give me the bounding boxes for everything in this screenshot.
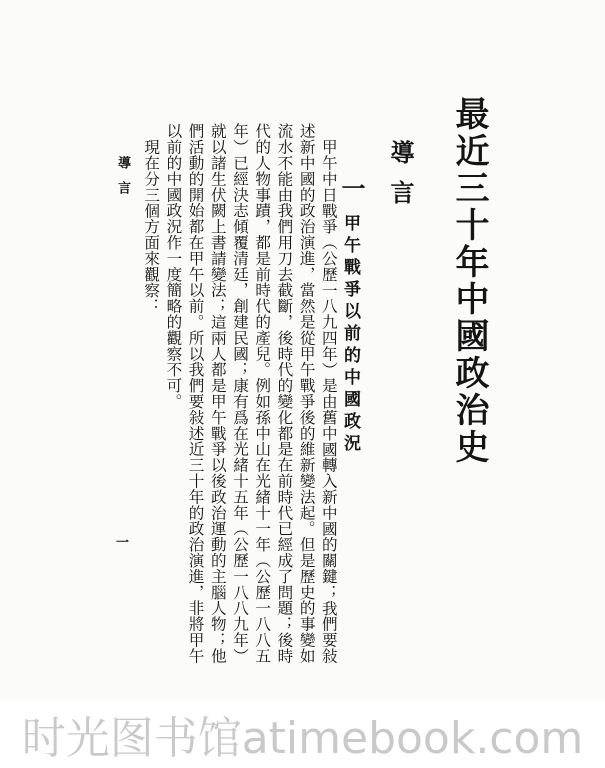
chapter-label: 導言 bbox=[386, 140, 415, 220]
paragraph-2: 現在分三個方面來觀察： bbox=[142, 138, 161, 314]
body-text bbox=[140, 123, 340, 678]
paragraph-1: 甲午中日戰爭（公歷一八九四年）是由舊中國轉入新中國的關鍵；我們要敍述新中國的政治演進，當然是從甲午戰爭後的維新變法起。但是歷史的事變如流水不能由我們用刀去截斷，後時代的變化都是在前時代已經成了問題；後時代的人物事蹟，都是前時代的產兒。例如孫中山在光緒十一年（公歷一八八五年）已經決志傾覆清廷，創建民國；康有爲在光緒十五年（公歷一八八九年）就以諸生伏闕上書請變法；這兩人都是甲午戰爭以後政治運動的主腦人物；他們活動的開始都在甲午以前。所以我們要敍述近三十年的政治演進，非將甲午以前的中國政況作一度簡略的觀察不可。 bbox=[164, 123, 338, 664]
page-number: 一 bbox=[113, 535, 128, 548]
section-number: 一 bbox=[337, 176, 366, 200]
watermark-text: 时光图书馆atimebook.com bbox=[0, 700, 605, 768]
running-footer-label: 導言 bbox=[115, 156, 130, 206]
book-title: 最近三十年中國政治史 bbox=[449, 96, 489, 466]
section-title: 甲午戰爭以前的中國政況 bbox=[340, 214, 360, 456]
